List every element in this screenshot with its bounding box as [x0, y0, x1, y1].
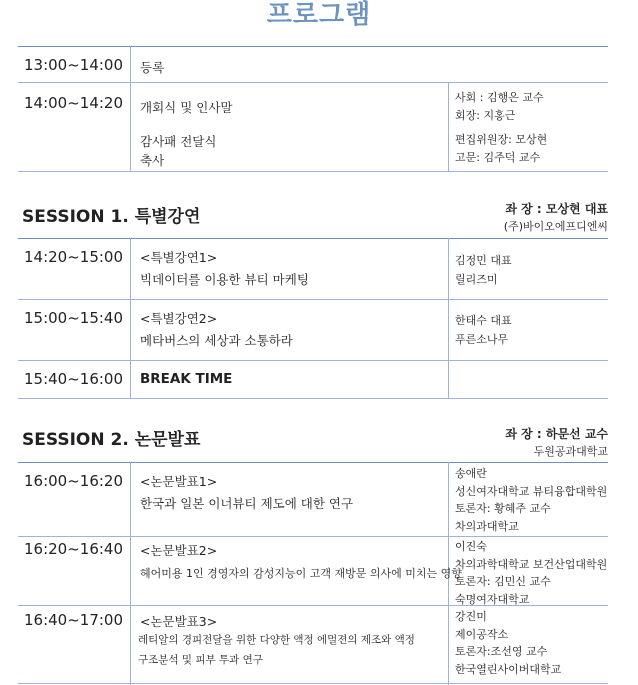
column-divider — [130, 238, 131, 398]
person-line: 이진숙 — [455, 540, 487, 553]
lecture-label: <특별강연2> — [140, 311, 218, 326]
chair-org: 두원공과대학교 — [533, 445, 608, 458]
row-divider — [18, 82, 608, 83]
person-line: 릴리즈미 — [455, 273, 498, 286]
session-chair — [505, 426, 608, 460]
person-line: 편집위원장: 모상현 — [455, 133, 548, 146]
person-line: 토론자: 황혜주 교수 — [455, 502, 551, 515]
column-divider — [130, 462, 131, 685]
person-line: 차의과학대학교 보건산업대학원 — [455, 557, 608, 571]
people-cell — [455, 311, 512, 349]
row-divider — [18, 536, 608, 537]
column-divider — [448, 82, 449, 171]
people-cell — [455, 251, 512, 289]
column-divider — [448, 238, 449, 398]
time-cell: 15:40~16:00 — [24, 370, 124, 388]
table-top-border — [18, 46, 608, 47]
table-bottom-border — [18, 683, 608, 684]
chair-org: (주)바이오에프디엔씨 — [503, 220, 608, 233]
session-chair — [504, 201, 608, 235]
paper-topic: 헤어미용 1인 경영자의 감성지능이 고객 재방문 의사에 미치는 영향 — [140, 567, 462, 580]
page-title: 프로그램 — [266, 0, 372, 30]
person-line: 차의과대학교 — [455, 519, 519, 533]
program-item: 감사패 전달식 — [140, 134, 217, 149]
person-line: 한국열린사이버대학교 — [455, 662, 562, 676]
program-item: 개회식 및 인사말 — [140, 100, 233, 115]
row-divider — [18, 605, 608, 606]
paper-topic-line: 구조분석 및 피부 투과 연구 — [138, 654, 263, 666]
person-line: 한태수 대표 — [455, 314, 512, 327]
paper-label: <논문발표2> — [140, 543, 218, 558]
person-line: 토론자: 김민신 교수 — [455, 575, 551, 588]
time-cell: 14:00~14:20 — [24, 94, 124, 112]
lecture-label: <특별강연1> — [140, 250, 218, 265]
people-cell — [455, 465, 607, 535]
person-line: 고문: 김주덕 교수 — [455, 150, 541, 164]
time-cell: 16:40~17:00 — [24, 611, 124, 629]
person-line: 사회 : 김행은 교수 — [455, 91, 544, 104]
person-line: 김정민 대표 — [455, 254, 512, 267]
paper-topic — [138, 630, 415, 670]
person-line: 토론자:조선영 교수 — [455, 645, 548, 658]
lecture-topic: 빅데이터를 이용한 뷰티 마케팅 — [140, 272, 309, 287]
program-item: 축사 — [140, 153, 165, 168]
time-cell: 14:20~15:00 — [24, 248, 124, 266]
person-line: 강진미 — [455, 610, 487, 623]
people-cell — [455, 538, 607, 608]
program-item: 등록 — [140, 60, 165, 75]
chair-name: 좌 장 : 하문선 교수 — [505, 427, 608, 441]
time-cell: 16:20~16:40 — [24, 540, 124, 558]
table-top-border — [18, 238, 608, 239]
people-cell — [455, 89, 544, 124]
break-time-label: BREAK TIME — [140, 371, 233, 387]
time-cell: 13:00~14:00 — [24, 56, 124, 74]
lecture-topic: 메타버스의 세상과 소통하라 — [140, 333, 293, 348]
time-cell: 15:00~15:40 — [24, 309, 124, 327]
person-line: 숙명여자대학교 — [455, 592, 530, 606]
paper-label: <논문발표3> — [140, 614, 218, 629]
person-line: 회장: 지홍근 — [455, 108, 516, 122]
person-line: 푸른소나무 — [455, 333, 509, 346]
person-line: 제이공작소 — [455, 627, 509, 641]
chair-name: 좌 장 : 모상현 대표 — [505, 202, 608, 216]
table-bottom-border — [18, 171, 608, 172]
row-divider — [18, 299, 608, 300]
row-divider — [18, 360, 608, 361]
paper-topic-line: 레티알의 경피전달을 위한 다양한 액정 에멀젼의 제조와 액정 — [138, 634, 415, 646]
table-top-border — [18, 462, 608, 463]
column-divider — [130, 46, 131, 171]
paper-topic: 한국과 일본 이너뷰티 제도에 대한 연구 — [140, 496, 354, 511]
people-cell — [455, 131, 547, 166]
paper-label: <논문발표1> — [140, 474, 218, 489]
session-title: SESSION 1. 특별강연 — [22, 207, 201, 227]
person-line: 성신여자대학교 뷰티융합대학원 — [455, 484, 608, 498]
session-title: SESSION 2. 논문발표 — [22, 430, 201, 450]
time-cell: 16:00~16:20 — [24, 472, 124, 490]
table-bottom-border — [18, 398, 608, 399]
person-line: 송애란 — [455, 467, 487, 480]
people-cell — [455, 608, 561, 678]
